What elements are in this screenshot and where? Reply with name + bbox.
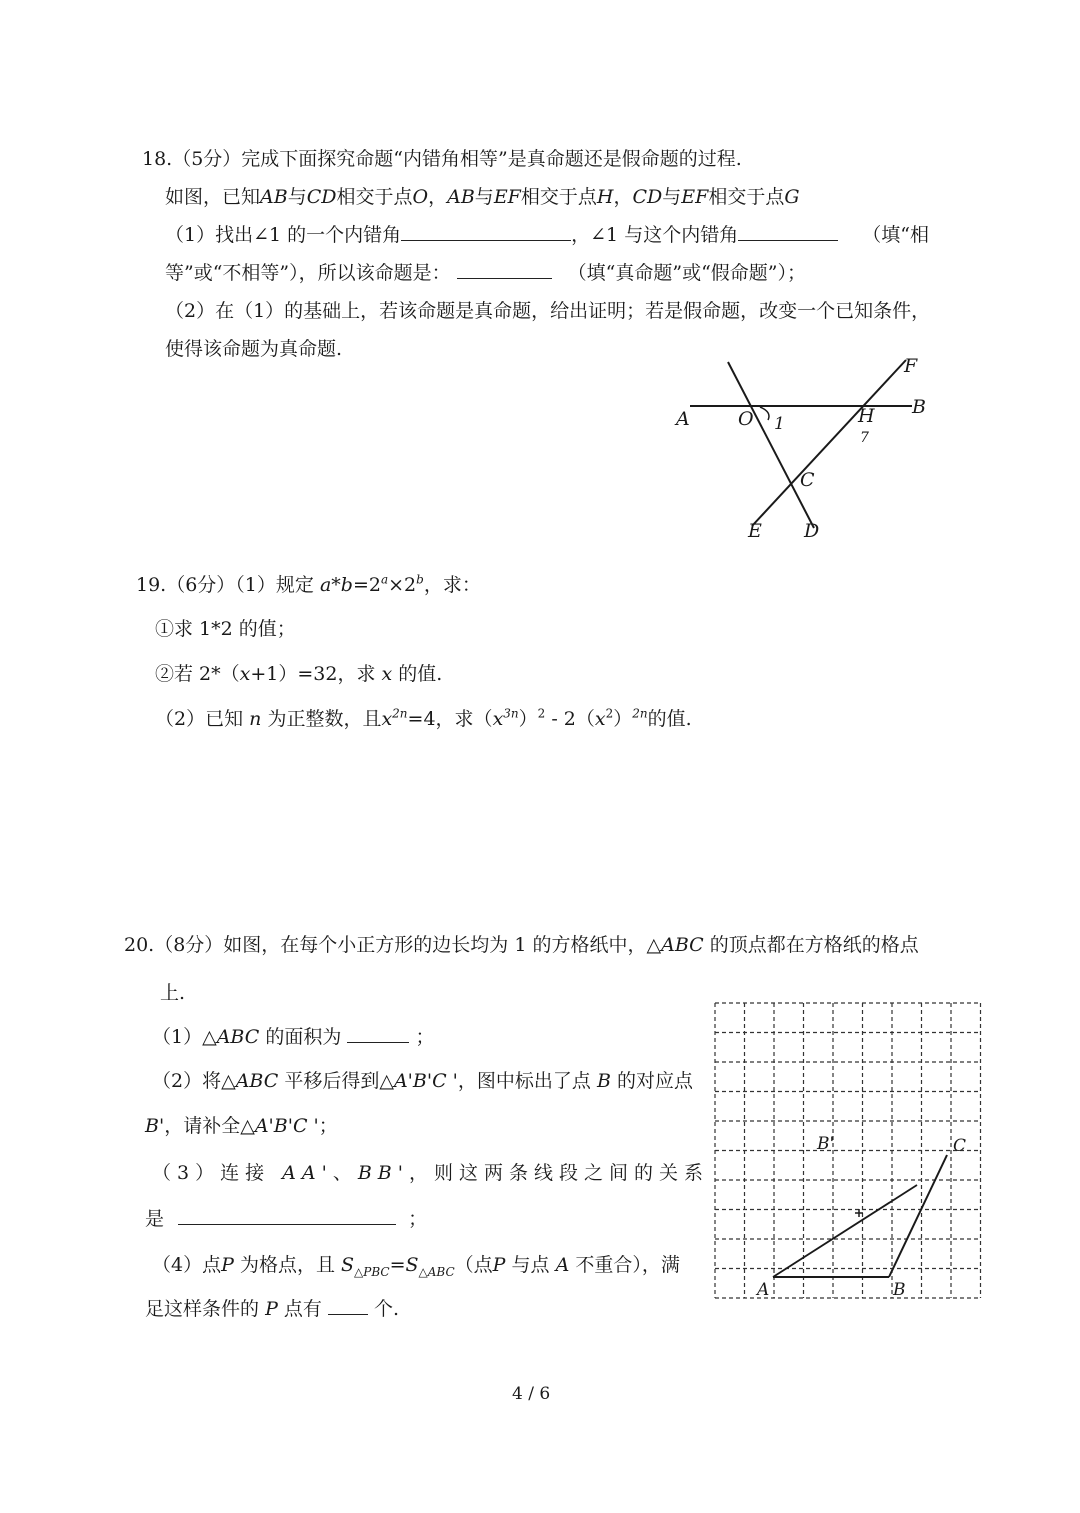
label-E: E xyxy=(748,520,762,542)
grid-label-C: C xyxy=(953,1136,967,1156)
pencil-cross-mark xyxy=(855,1209,863,1217)
q18-part2-line1: （2）在（1）的基础上，若该命题是真命题，给出证明；若是假命题，改变一个已知条件， xyxy=(165,300,931,322)
angle-1-arc xyxy=(760,407,769,420)
pencil-mark: 7 xyxy=(860,430,869,446)
q18-part1-line1: （1）找出∠1 的一个内错角 ，∠1 与这个内错角 （填“相 xyxy=(165,224,929,246)
q20-part4-line1: （4）点P 为格点，且 $S_{\triangle PBC}=S_{\triangle ABC}$（点P 与点 A 不重合），满 xyxy=(152,1254,680,1279)
q19-part-2: （2）已知 n 为正整数，且$x^{2n}=4$，求$(x^{3n})^2 - 2(x^2)^{2n}$的值. xyxy=(155,706,692,730)
q20-part3-line2: 是 ； xyxy=(145,1208,428,1230)
q19-title: 19.（6分）（1）规定 $a*b=2^a\times 2^b$，求： xyxy=(136,572,481,596)
q18-blank-equal[interactable] xyxy=(738,222,838,241)
label-A: A xyxy=(676,408,690,430)
q20-part2-line2: B'，请补全△A'B'C '； xyxy=(145,1115,338,1137)
line-EF xyxy=(752,360,906,526)
q18-title: 18.（5分）完成下面探究命题“内错角相等”是真命题还是假命题的过程. xyxy=(142,148,742,170)
label-C: C xyxy=(800,469,815,491)
q18-figure xyxy=(660,350,950,550)
q18-given: 如图，已知AB与CD相交于点O，AB与EF相交于点H，CD与EF相交于点G xyxy=(165,186,800,208)
label-O: O xyxy=(738,408,754,430)
label-D: D xyxy=(804,520,820,542)
q20-part2-line1: （2）将△ABC 平移后得到△A'B'C '，图中标出了点 B 的对应点 xyxy=(152,1070,693,1092)
q20-blank-relation[interactable] xyxy=(178,1206,396,1225)
grid-label-A: A xyxy=(757,1280,770,1300)
q20-part4-line2: 足这样条件的 P 点有 个. xyxy=(145,1298,400,1320)
grid-lines xyxy=(715,1003,981,1298)
q18-part2-line2: 使得该命题为真命题. xyxy=(165,338,343,360)
q20-blank-area[interactable] xyxy=(347,1024,409,1043)
grid-label-Bprime: B' xyxy=(817,1134,835,1154)
q19-item-2: ②若 2*（x+1）=32，求 x 的值. xyxy=(155,663,443,685)
page-number: 4 / 6 xyxy=(512,1384,551,1404)
q18-blank-angle[interactable] xyxy=(401,222,571,241)
q19-item-1: ①求 1*2 的值； xyxy=(155,618,296,640)
q20-grid-figure xyxy=(705,995,990,1315)
label-H: H xyxy=(858,405,875,427)
q20-part1: （1）△ABC 的面积为 ； xyxy=(152,1026,435,1048)
q18-blank-truth[interactable] xyxy=(457,260,552,279)
label-F: F xyxy=(904,355,918,377)
q20-part3-line1: （3）连接 AA'、BB'，则这两条线段之间的关系 xyxy=(152,1162,709,1184)
line-CD xyxy=(728,362,814,528)
grid-label-B: B xyxy=(893,1280,906,1300)
segment-BC xyxy=(889,1155,947,1277)
q20-title-line2: 上. xyxy=(160,982,186,1004)
label-B: B xyxy=(912,396,926,418)
q20-blank-count[interactable] xyxy=(328,1296,368,1315)
q20-title-line1: 20.（8分）如图，在每个小正方形的边长均为 1 的方格纸中，△ABC 的顶点都在方格纸的格点 xyxy=(124,934,919,956)
label-1: 1 xyxy=(774,414,785,434)
q18-part1-line2: 等”或“不相等”），所以该命题是： （填“真命题”或“假命题”）； xyxy=(165,262,807,284)
